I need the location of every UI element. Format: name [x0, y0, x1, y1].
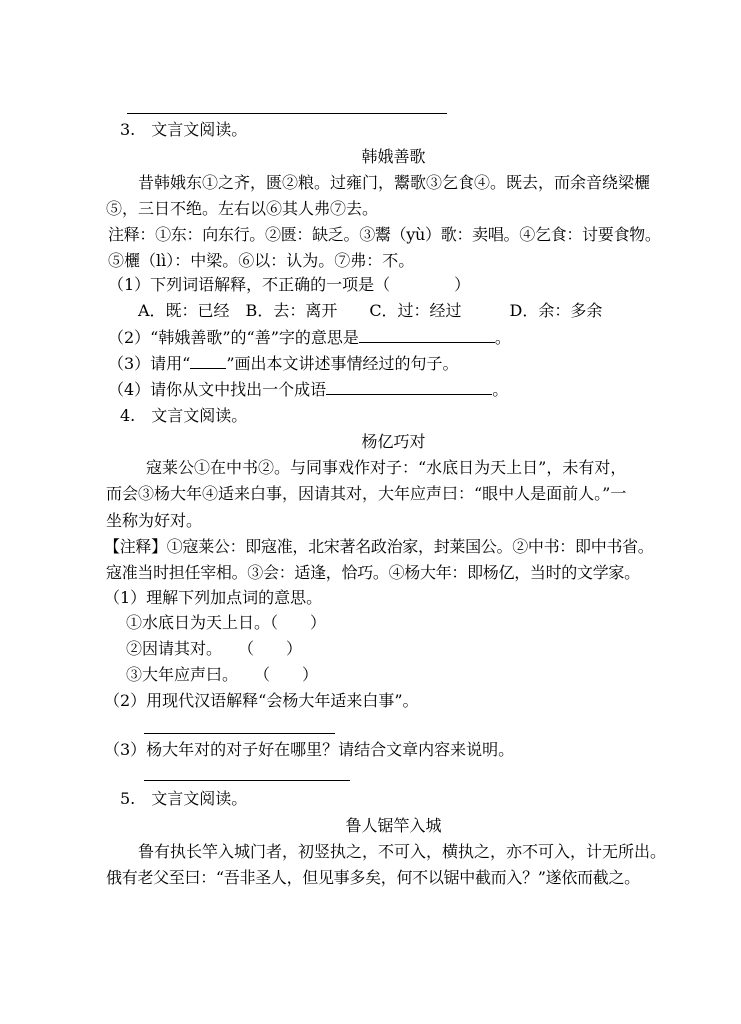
passage-title: 杨亿巧对 [361, 432, 426, 451]
answer-line[interactable] [144, 780, 350, 781]
notes-text: 【注释】①寇莱公：即寇准，北宋著名政治家，封莱国公。②中书：即中书省。 [104, 537, 654, 556]
question-options: A．既：已经 B．去：离开 C．过：经过 D．余：多余 [138, 301, 603, 320]
question-text: （3）杨大年对的对子好在哪里？请结合文章内容来说明。 [104, 740, 515, 759]
answer-line[interactable] [144, 733, 335, 734]
section-heading: 5. 文言文阅读。 [120, 789, 248, 808]
sub-question: ②因请其对。 （ ） [126, 639, 303, 658]
passage-text: ⑤，三日不绝。左右以⑥其人弗⑦去。 [106, 199, 379, 218]
passage-text: 俄有老父至曰：“吾非圣人，但见事多矣，何不以锯中截而入？”遂依而截之。 [106, 868, 640, 887]
section-heading: 4. 文言文阅读。 [120, 406, 248, 425]
question-text: （3）请用“ ”画出本文讲述事情经过的句子。 [108, 354, 459, 373]
question-text: （1）理解下列加点词的意思。 [104, 588, 323, 607]
passage-text: 鲁有执长竿入城门者，初竖执之，不可入，横执之，亦不可入，计无所出。 [138, 842, 667, 861]
section-heading: 3. 文言文阅读。 [120, 120, 248, 139]
passage-text: 昔韩娥东①之齐，匮②粮。过雍门，鬻歌③乞食④。既去，而余音绕梁欐 [138, 173, 651, 192]
passage-text: 坐称为好对。 [106, 511, 203, 530]
passage-title: 韩娥善歌 [361, 147, 426, 166]
passage-text: 寇莱公①在中书②。与同事戏作对子：“水底日为天上日”，未有对， [146, 458, 627, 477]
question-text: （2）用现代汉语解释“会杨大年适来白事”。 [104, 691, 419, 710]
question-text: （4）请你从文中找出一个成语 。 [108, 380, 509, 399]
question-text: （1）下列词语解释，不正确的一项是（ ） [108, 275, 471, 294]
sub-question: ③大年应声曰。 （ ） [126, 665, 319, 684]
underline-mark [190, 352, 226, 369]
answer-line [127, 113, 447, 114]
sub-question: ①水底日为天上日。（ ） [126, 613, 327, 632]
passage-text: 而会③杨大年④适来白事，因请其对，大年应声曰：“眼中人是面前人。”一 [106, 484, 627, 503]
notes-text: 注释：①东：向东行。②匮：缺乏。③鬻（yù）歌：卖唱。④乞食：讨要食物。 [108, 225, 661, 244]
question-text: （2）“韩娥善歌”的“善”字的意思是 。 [108, 328, 511, 347]
notes-text: ⑤欐（lì）：中梁。⑥以：认为。⑦弗：不。 [108, 251, 415, 270]
answer-blank[interactable] [359, 326, 495, 343]
passage-title: 鲁人锯竿入城 [345, 816, 442, 835]
notes-text: 寇准当时担任宰相。③会：适逢，恰巧。④杨大年：即杨亿，当时的文学家。 [106, 563, 640, 582]
answer-blank[interactable] [326, 378, 492, 395]
